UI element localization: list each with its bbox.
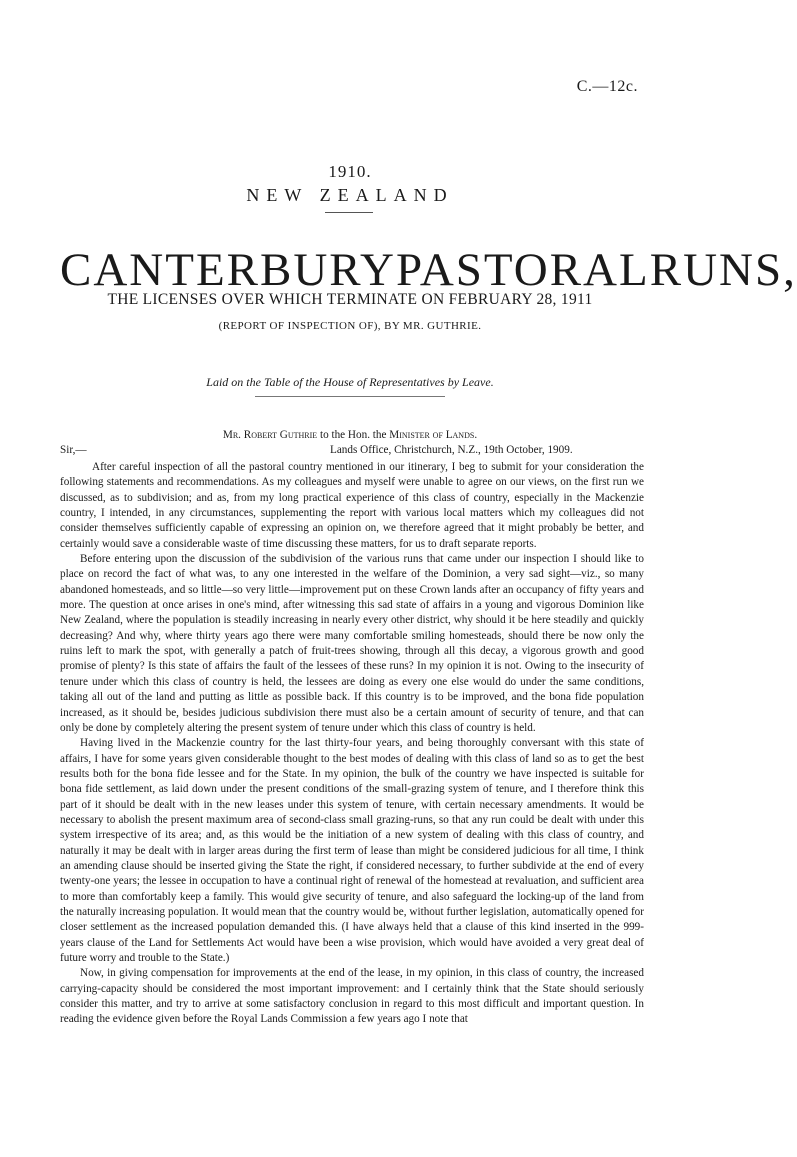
place-date: Lands Office, Christchurch, N.Z., 19th October, 1909.	[330, 444, 573, 456]
letter-connector: to the Hon. the	[317, 429, 390, 441]
laid-on-table-note: Laid on the Table of the House of Representatives by Leave.	[206, 375, 494, 389]
report-line: (REPORT OF INSPECTION OF), BY MR. GUTHRIE.	[218, 320, 482, 332]
title-word: RUNS,	[649, 244, 797, 296]
body-paragraph: Now, in giving compensation for improvements at the end of the lease, in my opinion, in this class of country, the increased carrying-capacity should be considered the most important improvement: and I certainly think that the State should seriously consider this matter, and try to arrive at some satisfactory conclusion in regard to this most difficult and important question. In reading the evidence given before the Royal Lands Commission a few years ago I note that	[60, 967, 644, 1026]
salutation: Sir,—	[60, 444, 87, 456]
body-paragraph: After careful inspection of all the pastoral country mentioned in our itinerary, I beg to submit for your consideration the following statements and recommendations. As my colleagues and myself were unable to agree on our views, on the first run we discussed, as to subdivision; and as, from my long practical experience of this class of country, especially in the Mackenzie country, I intended, in any circumstances, supplementing the report with various local matters which my colleagues did not consider themselves sufficiently capable of expressing an opinion on, we therefore agreed that it might probably be better, and certainly would save a considerable waste of time discussing these matters, for us to draft separate reports.	[60, 461, 644, 550]
letter-body	[60, 460, 644, 1028]
body-paragraph: Having lived in the Mackenzie country for the last thirty-four years, and being thoroughly conversant with this state of affairs, I have for some years given considerable thought to the best modes of dealing with this class of land so as to get the best results both for the bona fide lessee and for the State. In my opinion, the bulk of the country we have inspected is suitable for bona fide settlement, as laid down under the present conditions of the small-grazing system of tenure, and I therefore think this part of it should be dealt with in the new leases under this system of tenure, with certain necessary amendments. It would be necessary to abolish the present maximum area of second-class small grazing-runs, so that any run could be dealt with under this system irrespective of its area; and, as this would be the initiation of a new system of dealing with this class of country, and naturally it may be dealt with in larger areas during the first term of lease than might be considered judicious for all time, I think an amending clause should be inserted giving the State the right, if considered necessary, to further subdivide at the end of every twenty-one years; the lessee in occupation to have a continual right of renewal of the homestead at revaluation, and sufficient area to more than comfortably keep a family. This would give security of tenure, and also safeguard the locking-up of the land from the naturally increasing population. It would mean that the country would be, without further legislation, automatically opened for closer settlement as the increased population demanded this. (I have always held that a clause of this kind inserted in the 999-years clause of the Land for Settlements Act would have been a wise provision, which would have avoided a very great deal of future worry and trouble to the State.)	[60, 737, 644, 964]
letter-heading	[0, 429, 700, 441]
long-divider	[255, 396, 445, 397]
letter-from: Mr. Robert Guthrie	[222, 429, 318, 441]
subtitle: THE LICENSES OVER WHICH TERMINATE ON FEBRUARY 28, 1911	[107, 291, 593, 308]
title-word: PASTORAL	[396, 244, 650, 296]
publication-year: 1910.	[328, 162, 372, 181]
short-divider	[325, 212, 373, 213]
document-reference: C.—12c.	[576, 78, 638, 95]
title-word: CANTERBURY	[60, 244, 396, 296]
body-paragraph: Before entering upon the discussion of the subdivision of the various runs that came under our inspection I should like to place on record the fact of what was, to any one interested in the welfare of the Dominion, a very sad sight—viz., so many abandoned homesteads, and so little—so very little—improvement put on these Crown lands after an occupancy of fifty years and more. The question at once arises in one's mind, after witnessing this sad state of affairs in a young and vigorous Dominion like New Zealand, where the population is steadily increasing in nearly every other district, why should it be here steadily and quickly decreasing? And why, where thirty years ago there were many comfortable smiling homesteads, should there be now only the ruins left to mark the spot, with generally a patch of fruit-trees showing, through all this decay, a vigorous growth and good promise of plenty? Is this state of affairs the fault of the lessees of these runs? In my opinion it is not. Owing to the insecurity of tenure under which this class of country is held, the lessees are doing as every one else would do under the same conditions, taking all out of the land and putting as little as possible back. If this country is to be improved, and the bona fide population increased, as it should be, besides judicious subdivision there must also be a certain amount of security of tenure, and that can only be done by completely altering the present system of tenure under which this class of country is held.	[60, 553, 644, 734]
country-heading: NEW ZEALAND	[246, 185, 454, 205]
main-title	[60, 244, 797, 296]
letter-period: .	[474, 429, 478, 441]
letter-to: Minister of Lands	[389, 429, 475, 441]
